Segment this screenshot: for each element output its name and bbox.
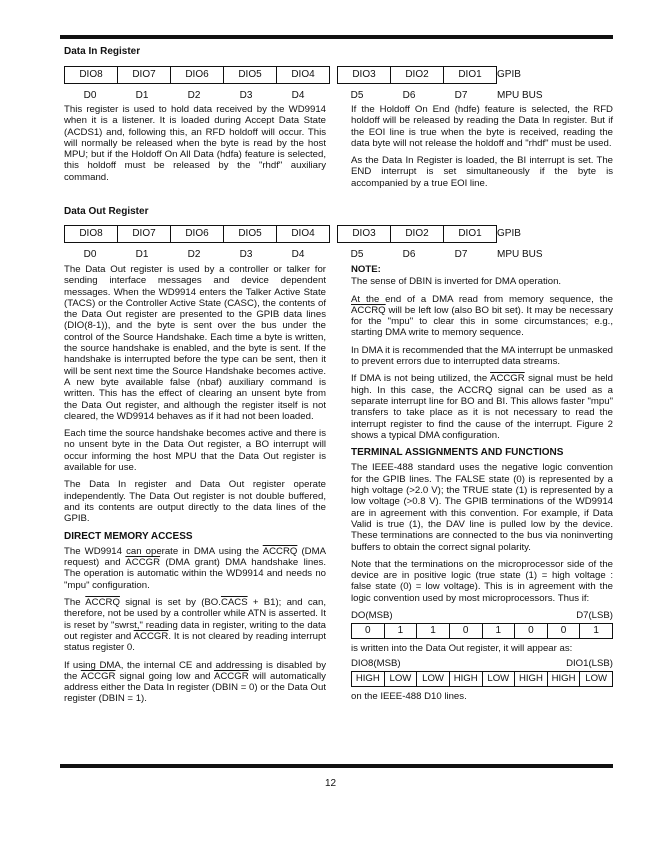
bit-box: 0: [548, 623, 581, 639]
data-out-bus-label: GPIB: [497, 228, 521, 239]
data-in-mpu-label: MPU BUS: [497, 90, 543, 101]
bit-box: 0: [351, 623, 385, 639]
bit-label: D7: [454, 90, 468, 101]
paragraph: The Data Out register is used by a controller or talker for sending interface messages and device dependent messages. When the WD9914 enters the Talker Active State (TACS) or the Controller Active State (CASC), the contents of the Data Out register are presented to the GPIB data lines (DIO(8-1)), and the byte is sent over the bus under the control of the Source Handshake. Each time a byte is written, the source handshake is enabled, and the byte is sent. If the handshake is interrupted before the type can be sent, then it will be sent next time the Source Handshake becomes active. A new byte available false (nbaf) auxiliary command is written. This has the effect of clearing an unsent byte from the Data Out register, and although the register itself is not cleared, the WD9914 behaves as if it had not been loaded.: [64, 264, 326, 422]
level-box: LOW: [385, 671, 418, 687]
reg-cell: DIO5: [224, 225, 277, 243]
reg-cell: DIO7: [118, 66, 171, 84]
data-in-bit-row: [64, 90, 487, 101]
paragraph: This register is used to hold data received by the WD9914 when it is a listener. It is loaded during Accept Data State (ACDS1) and, following this, an RFD holdoff will occur. This will normally be released when the byte is read by the host MPU; but if the Holdoff On All Data (hdfa) feature is selected, this holdoff must be released by the "rhdf" auxiliary command.: [64, 104, 326, 183]
data-out-bit-row: [64, 249, 487, 260]
reg-cell: DIO1: [444, 225, 497, 243]
level-box: HIGH: [515, 671, 548, 687]
reg-cell: DIO1: [444, 66, 497, 84]
bit-box: 1: [417, 623, 450, 639]
data-in-right-text: [351, 104, 613, 195]
data-out-mpu-label: MPU BUS: [497, 249, 543, 260]
bottom-rule: [60, 764, 613, 768]
reg-cell: DIO2: [391, 66, 444, 84]
bit-label: D3: [239, 90, 253, 101]
bit-box: 1: [385, 623, 418, 639]
data-in-register-row: [64, 66, 497, 84]
level-box: HIGH: [351, 671, 385, 687]
level-boxes: [351, 671, 613, 687]
paragraph: If using DMA, the internal CE and addressing is disabled by the ACCGR signal going low and ACCGR will automatically address either the Data In register (DBIN = 0) or the Data Out register (DBIN = 1).: [64, 659, 326, 705]
top-rule: [60, 35, 613, 39]
reg-cell: DIO4: [277, 66, 330, 84]
bit-label: D2: [187, 249, 201, 260]
reg-cell: DIO5: [224, 66, 277, 84]
paragraph: on the IEEE-488 D10 lines.: [351, 690, 467, 702]
data-in-left-text: [64, 104, 326, 189]
bit-label: D2: [187, 90, 201, 101]
reg-cell: DIO3: [337, 66, 391, 84]
bit-label: D5: [350, 90, 364, 101]
paragraph: In DMA it is recommended that the MA interrupt be unmasked to prevent errors due to interrupted data streams.: [351, 344, 613, 368]
paragraph: At the end of a DMA read from memory sequence, the ACCRQ will be left low (also BO bit set). It may be necessary for the "mpu" to clear this in some circumstances; e.g., starting DMA write to memory sequence.: [351, 293, 613, 339]
data-out-left-text: [64, 264, 326, 711]
bit-label: D3: [239, 249, 253, 260]
data-in-title: Data In Register: [64, 46, 141, 57]
terminal-heading: TERMINAL ASSIGNMENTS AND FUNCTIONS: [351, 447, 564, 459]
level-box: LOW: [417, 671, 450, 687]
reg-cell: DIO4: [277, 225, 330, 243]
paragraph: The WD9914 can operate in DMA using the ACCRQ (DMA request) and ACCGR (DMA grant) DMA handshake lines. The operation is automatic within the WD9914 and needs no "mpu" configuration.: [64, 545, 326, 591]
bit-label: D4: [291, 249, 305, 260]
bit-box: 0: [515, 623, 548, 639]
reg-cell: DIO7: [118, 225, 171, 243]
reg-cell: DIO2: [391, 225, 444, 243]
data-out-register-row: [64, 225, 497, 243]
bit-label: D6: [402, 249, 416, 260]
paragraph: If DMA is not being utilized, the ACCGR signal must be held high. In this case, the ACCRQ signal can be used as a separate interrupt line for BO and BI. This allows faster "mpu" transfers to take place as it is not necessary to read the interrupt register to find the cause of the interrupt. Figure 2 shows a typical DMA configuration.: [351, 373, 613, 441]
reg-cell: DIO3: [337, 225, 391, 243]
level-box: HIGH: [450, 671, 483, 687]
bit-box: 1: [580, 623, 613, 639]
data-in-bus-label: GPIB: [497, 69, 521, 80]
paragraph: is written into the Data Out register, it will appear as:: [351, 643, 573, 655]
reg-cell: DIO6: [171, 66, 224, 84]
level-box: LOW: [483, 671, 516, 687]
level-box: HIGH: [548, 671, 581, 687]
dio-msb-lsb-line: DIO8(MSB) DIO1(LSB): [351, 657, 613, 669]
reg-cell: DIO8: [64, 225, 118, 243]
paragraph: Note that the terminations on the microprocessor side of the device are in positive logic (true state (1) = high voltage : false state (0) = low voltage). This is in agreement with the logic convention used by most microprocessors. Thus if:: [351, 558, 613, 604]
bit-label: D0: [83, 90, 97, 101]
bit-label: D5: [350, 249, 364, 260]
bit-label: D1: [135, 249, 149, 260]
bit-boxes: [351, 623, 613, 639]
paragraph: The sense of DBIN is inverted for DMA operation.: [351, 276, 562, 288]
paragraph: The Data In register and Data Out register operate independently. The Data Out register is not double buffered, and its contents are output directly to the data lines of the GPIB.: [64, 479, 326, 525]
dma-heading: DIRECT MEMORY ACCESS: [64, 530, 193, 542]
paragraph: Each time the source handshake becomes active and there is no unsent byte in the Data Out register, a BO interrupt will occur informing the host MPU that the Data Out register is available for use.: [64, 428, 326, 474]
note-title: NOTE:: [351, 264, 381, 275]
bit-label: D0: [83, 249, 97, 260]
bit-label: D4: [291, 90, 305, 101]
bit-box: 0: [450, 623, 483, 639]
reg-cell: DIO8: [64, 66, 118, 84]
reg-cell: DIO6: [171, 225, 224, 243]
level-box: LOW: [580, 671, 613, 687]
data-out-title: Data Out Register: [64, 206, 149, 217]
bit-label: D1: [135, 90, 149, 101]
msb-lsb-line: DO(MSB) D7(LSB): [351, 610, 613, 622]
bit-label: D7: [454, 249, 468, 260]
data-out-right-text: [351, 264, 613, 708]
page-number: 12: [325, 778, 337, 789]
paragraph: If the Holdoff On End (hdfe) feature is selected, the RFD holdoff will be released by reading the Data In register. But if the EOI line is true when the byte is received, reading the data byte will not release the holdoff and "rhdf" must be used.: [351, 104, 613, 149]
bit-box: 1: [483, 623, 516, 639]
paragraph: The ACCRQ signal is set by (BO.CACS + B1); and can, therefore, not be used by a controller while ATN is asserted. It is reset by "swrst," reading data in register, writing to the data out register and ACCGR. It is not cleared by reading interrupt status register 0.: [64, 597, 327, 654]
bit-label: D6: [402, 90, 416, 101]
paragraph: The IEEE-488 standard uses the negative logic convention for the GPIB lines. The FALSE state (0) is represented by a high voltage (>2.0 V); the TRUE state (1) is represented by a low voltage (>0.8 V). The GPIB terminations of the WD9914 are in agreement with this convention. For example, if Data Valid is true (1), the DAV line is pulled low by the device. These terminations are connected to the bus via noninverting buffers to obtain the correct signal polarity.: [351, 462, 613, 553]
paragraph: As the Data In Register is loaded, the BI interrupt is set. The END interrupt is set simultaneously if the byte is accompanied by a true EOI line.: [351, 155, 613, 189]
